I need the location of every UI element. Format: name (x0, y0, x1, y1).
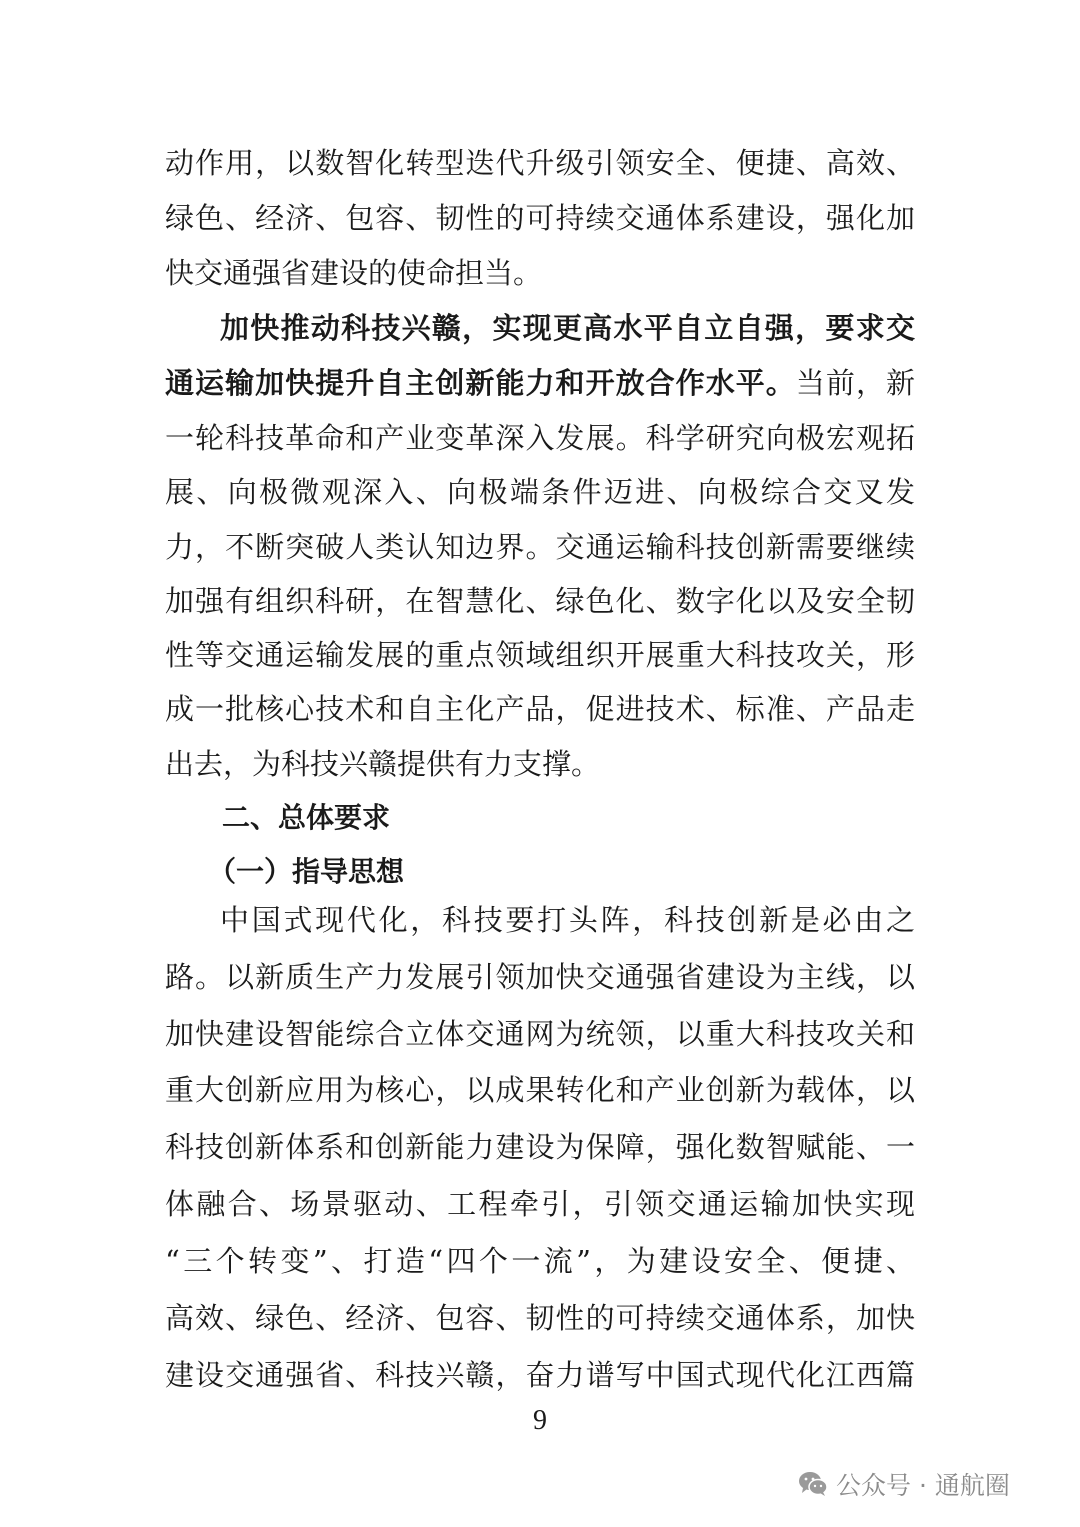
text-line: 力，不断突破人类认知边界。交通运输科技创新需要继续 (165, 530, 915, 564)
text-line: 高效、绿色、经济、包容、韧性的可持续交通体系，加快 (165, 1301, 915, 1335)
text: 当前，新 (795, 366, 915, 400)
text-line: 建设交通强省、科技兴赣，奋力谱写中国式现代化江西篇 (165, 1358, 915, 1392)
text-line: 加强有组织科研，在智慧化、绿色化、数字化以及安全韧 (165, 584, 915, 618)
text-line: 重大创新应用为核心，以成果转化和产业创新为载体，以 (165, 1073, 915, 1107)
text-line: 体融合、场景驱动、工程牵引，引领交通运输加快实现 (165, 1187, 915, 1221)
watermark (798, 1466, 1010, 1502)
text-line: 性等交通运输发展的重点领域组织开展重大科技攻关，形 (165, 638, 915, 672)
text-line (165, 366, 915, 400)
bold-text-line: 加快推动科技兴赣，实现更高水平自立自强，要求交 (220, 311, 915, 345)
text-line: “三个转变”、打造“四个一流”，为建设安全、便捷、 (165, 1244, 915, 1278)
bold-text: 通运输加快提升自主创新能力和开放合作水平。 (165, 366, 796, 400)
text-line: 动作用，以数智化转型迭代升级引领安全、便捷、高效、 (165, 146, 915, 180)
page-number: 9 (533, 1405, 547, 1436)
subsection-heading: （一）指导思想 (208, 855, 405, 888)
text-line: 快交通强省建设的使命担当。 (165, 256, 543, 290)
wechat-icon (798, 1470, 828, 1498)
text-line: 中国式现代化，科技要打头阵，科技创新是必由之 (220, 903, 915, 937)
text-line: 绿色、经济、包容、韧性的可持续交通体系建设，强化加 (165, 201, 915, 235)
section-heading: 二、总体要求 (222, 801, 391, 834)
text-line: 展、向极微观深入、向极端条件迈进、向极综合交叉发 (165, 475, 915, 509)
text-line: 路。以新质生产力发展引领加快交通强省建设为主线，以 (165, 960, 915, 994)
text-line: 一轮科技革命和产业变革深入发展。科学研究向极宏观拓 (165, 421, 915, 455)
text-line: 出去，为科技兴赣提供有力支撑。 (165, 747, 601, 781)
watermark-text: 公众号 · 通航圈 (836, 1471, 1010, 1500)
text-line: 科技创新体系和创新能力建设为保障，强化数智赋能、一 (165, 1130, 915, 1164)
text-line: 加快建设智能综合立体交通网为统领，以重大科技攻关和 (165, 1017, 915, 1051)
text-line: 成一批核心技术和自主化产品，促进技术、标准、产品走 (165, 692, 915, 726)
